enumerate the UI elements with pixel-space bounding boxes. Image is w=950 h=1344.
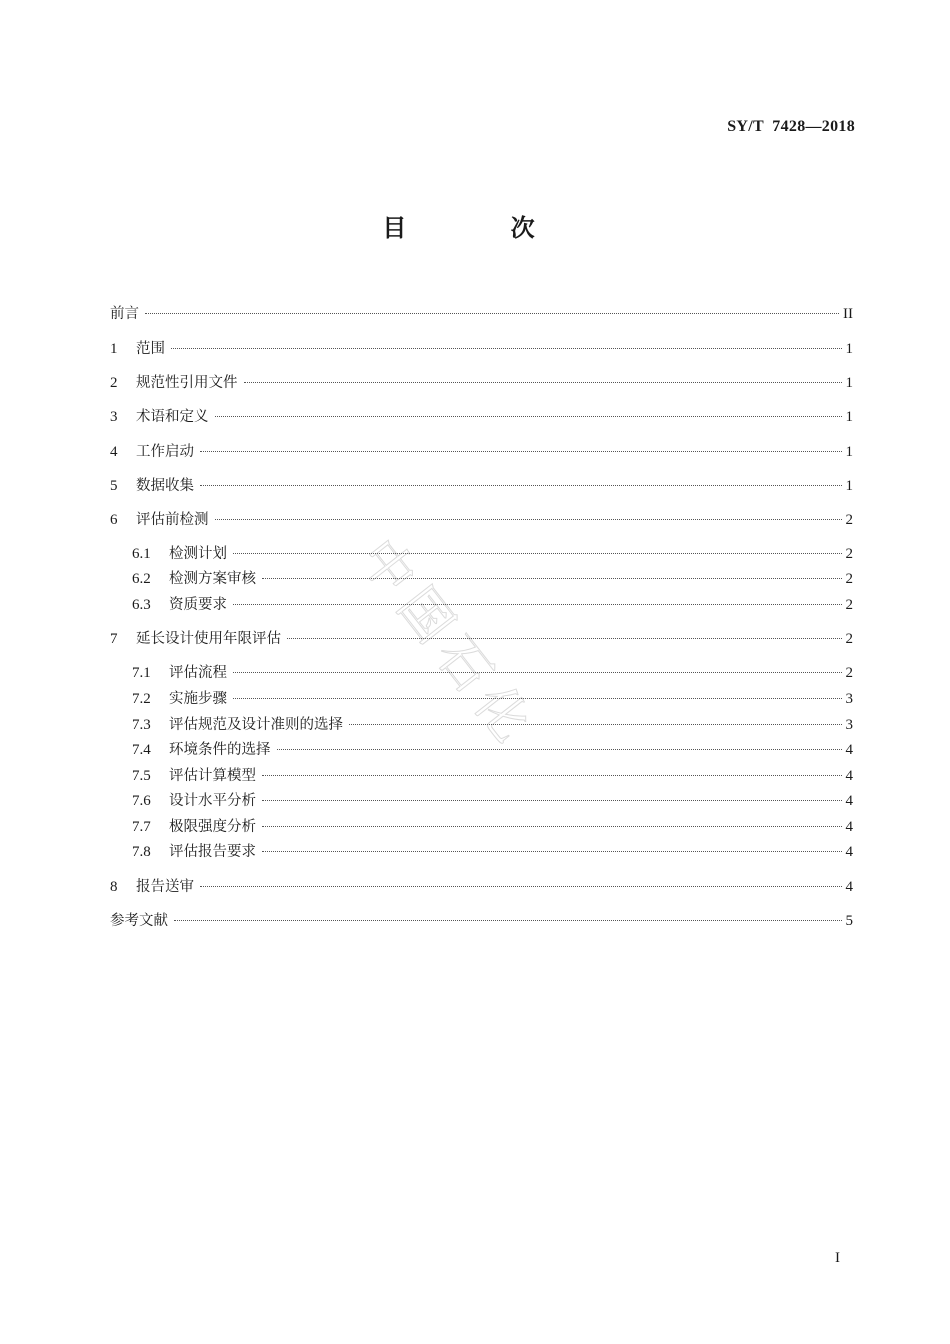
toc-entry-6-3[interactable] bbox=[132, 594, 853, 616]
dot-leader bbox=[200, 485, 842, 486]
toc-entry-label: 规范性引用文件 bbox=[136, 375, 238, 391]
dot-leader bbox=[244, 382, 842, 383]
toc-entry-label: 范围 bbox=[136, 341, 165, 357]
toc-entry-page: 4 bbox=[845, 819, 853, 835]
toc-entry-8[interactable] bbox=[110, 876, 853, 898]
toc-entry-7-6[interactable] bbox=[132, 790, 853, 812]
toc-entry-page: 4 bbox=[845, 844, 853, 860]
dot-leader bbox=[233, 672, 842, 673]
toc-entry-label: 设计水平分析 bbox=[169, 793, 256, 809]
dot-leader bbox=[215, 416, 842, 417]
toc-entry-page: 4 bbox=[845, 793, 853, 809]
dot-leader bbox=[233, 553, 842, 554]
dot-leader bbox=[145, 313, 839, 314]
dot-leader bbox=[262, 826, 842, 827]
toc-entry-number: 5 bbox=[110, 478, 118, 494]
toc-entry-label: 评估前检测 bbox=[136, 512, 209, 528]
toc-entry-7[interactable] bbox=[110, 628, 853, 650]
toc-entry-number: 7.4 bbox=[132, 742, 151, 758]
toc-entry-number: 8 bbox=[110, 879, 118, 895]
toc-entry-7-5[interactable] bbox=[132, 765, 853, 787]
toc-entry-label: 资质要求 bbox=[169, 597, 227, 613]
toc-entry-page: 1 bbox=[845, 409, 853, 425]
toc-entry-page: 3 bbox=[845, 717, 853, 733]
dot-leader bbox=[200, 451, 842, 452]
toc-entry-page: 1 bbox=[845, 341, 853, 357]
toc-entry-3[interactable] bbox=[110, 406, 853, 428]
toc-entry-number: 6 bbox=[110, 512, 118, 528]
toc-entry-label: 评估报告要求 bbox=[169, 844, 256, 860]
toc-entry-number: 4 bbox=[110, 444, 118, 460]
toc-entry-1[interactable] bbox=[110, 338, 853, 360]
toc-entry-7-1[interactable] bbox=[132, 662, 853, 684]
toc-entry-label: 前言 bbox=[110, 306, 139, 322]
page-number: I bbox=[835, 1250, 840, 1266]
dot-leader bbox=[171, 348, 842, 349]
toc-entry-page: 4 bbox=[845, 879, 853, 895]
toc-entry-label: 实施步骤 bbox=[169, 691, 227, 707]
toc-entry-label: 环境条件的选择 bbox=[169, 742, 271, 758]
toc-entry-page: 1 bbox=[845, 478, 853, 494]
toc-entry-label: 极限强度分析 bbox=[169, 819, 256, 835]
toc-entry-page: 2 bbox=[845, 597, 853, 613]
toc-entry-6[interactable] bbox=[110, 509, 853, 531]
toc-entry-page: 2 bbox=[845, 571, 853, 587]
dot-leader bbox=[262, 775, 842, 776]
dot-leader bbox=[262, 578, 842, 579]
toc-entry-7-4[interactable] bbox=[132, 739, 853, 761]
toc-entry-number: 6.2 bbox=[132, 571, 151, 587]
dot-leader bbox=[262, 800, 842, 801]
toc-entry-number: 6.1 bbox=[132, 546, 151, 562]
toc-entry-page: 3 bbox=[845, 691, 853, 707]
toc-entry-label: 评估计算模型 bbox=[169, 768, 256, 784]
dot-leader bbox=[262, 851, 842, 852]
dot-leader bbox=[277, 749, 842, 750]
toc-entry-7-8[interactable] bbox=[132, 841, 853, 863]
dot-leader bbox=[174, 920, 842, 921]
toc-entry-number: 7.5 bbox=[132, 768, 151, 784]
toc-entry-number: 7.3 bbox=[132, 717, 151, 733]
toc-entry-7-2[interactable] bbox=[132, 688, 853, 710]
toc-entry-number: 7 bbox=[110, 631, 118, 647]
toc-entry-label: 检测方案审核 bbox=[169, 571, 256, 587]
toc-entry-number: 7.8 bbox=[132, 844, 151, 860]
toc-entry-page: 4 bbox=[845, 742, 853, 758]
toc-entry-5[interactable] bbox=[110, 475, 853, 497]
toc-entry-4[interactable] bbox=[110, 441, 853, 463]
toc-entry-number: 7.7 bbox=[132, 819, 151, 835]
page-title: 目 次 bbox=[382, 214, 583, 242]
toc-entry-page: 2 bbox=[845, 512, 853, 528]
toc-entry-label: 评估流程 bbox=[169, 665, 227, 681]
toc-entry-page: 5 bbox=[845, 913, 853, 929]
toc-entry-7-7[interactable] bbox=[132, 816, 853, 838]
dot-leader bbox=[215, 519, 842, 520]
toc-entry-label: 术语和定义 bbox=[136, 409, 209, 425]
toc-entry-label: 检测计划 bbox=[169, 546, 227, 562]
toc-entry-page: 2 bbox=[845, 665, 853, 681]
toc-entry-page: 4 bbox=[845, 768, 853, 784]
toc-entry-number: 6.3 bbox=[132, 597, 151, 613]
toc-entry-6-2[interactable] bbox=[132, 568, 853, 590]
toc-entry-number: 7.1 bbox=[132, 665, 151, 681]
toc-entry-label: 报告送审 bbox=[136, 879, 194, 895]
toc-entry-label: 延长设计使用年限评估 bbox=[136, 631, 281, 647]
toc-entry-number: 2 bbox=[110, 375, 118, 391]
toc-entry-label: 参考文献 bbox=[110, 913, 168, 929]
dot-leader bbox=[287, 638, 842, 639]
dot-leader bbox=[233, 698, 842, 699]
dot-leader bbox=[349, 724, 842, 725]
toc-entry-page: 1 bbox=[845, 375, 853, 391]
toc-entry-label: 数据收集 bbox=[136, 478, 194, 494]
toc-entry-label: 工作启动 bbox=[136, 444, 194, 460]
standard-code: SY/T 7428—2018 bbox=[727, 118, 855, 135]
toc-entry-foreword[interactable] bbox=[110, 303, 853, 325]
toc-entry-page: 1 bbox=[845, 444, 853, 460]
toc-entry-number: 1 bbox=[110, 341, 118, 357]
toc-entry-page: II bbox=[843, 306, 853, 322]
watermark: 中国石化 bbox=[347, 528, 548, 761]
dot-leader bbox=[200, 886, 842, 887]
toc-entry-label: 评估规范及设计准则的选择 bbox=[169, 717, 343, 733]
toc-entry-page: 2 bbox=[845, 631, 853, 647]
toc-entry-2[interactable] bbox=[110, 372, 853, 394]
toc-entry-6-1[interactable] bbox=[132, 543, 853, 565]
dot-leader bbox=[233, 604, 842, 605]
toc-entry-number: 7.6 bbox=[132, 793, 151, 809]
toc-entry-number: 3 bbox=[110, 409, 118, 425]
toc-entry-references[interactable] bbox=[110, 910, 853, 932]
toc-entry-number: 7.2 bbox=[132, 691, 151, 707]
toc-entry-page: 2 bbox=[845, 546, 853, 562]
toc-entry-7-3[interactable] bbox=[132, 714, 853, 736]
